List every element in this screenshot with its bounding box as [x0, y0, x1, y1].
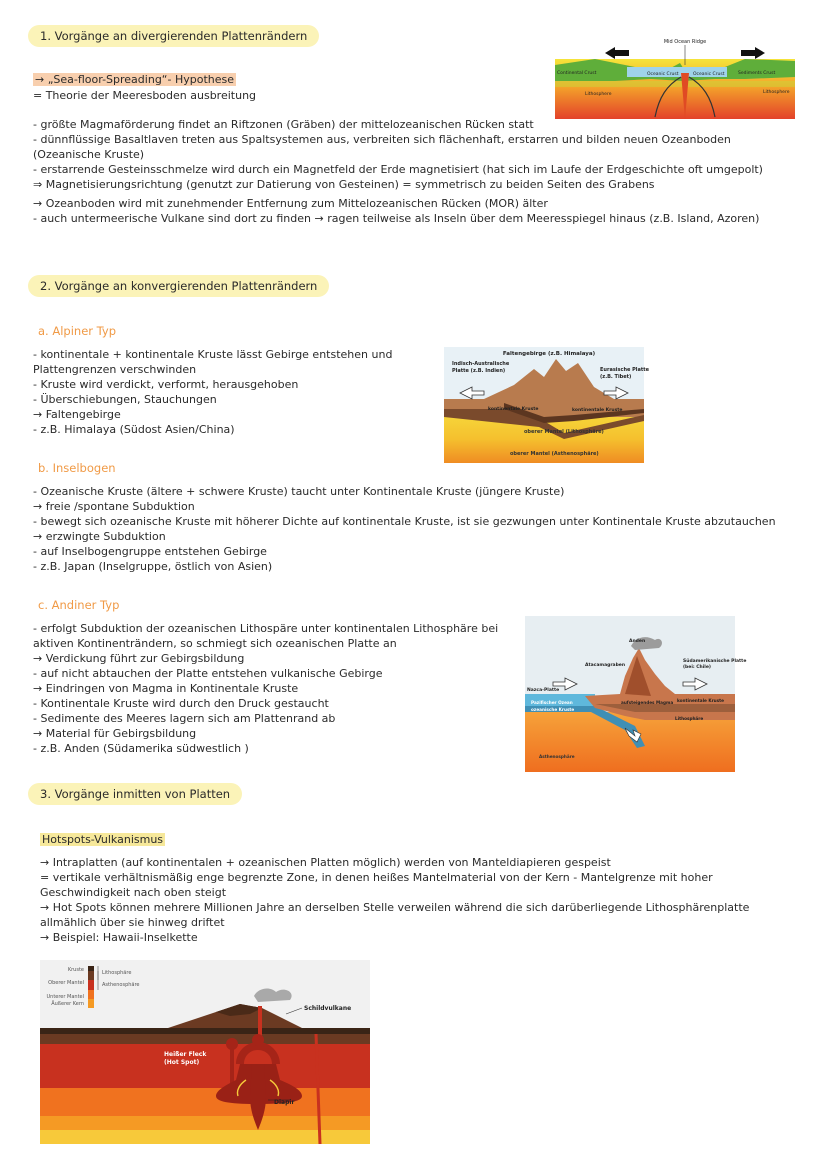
text-line: - dünnflüssige Basaltlaven treten aus Spaltsystemen aus, verbreiten sich flächenhaft, erstarren und bilden neuen Ozeanboden	[33, 133, 731, 146]
diapir-label: Diapir	[274, 1099, 295, 1106]
text-line: Geschwindigkeit nach oben steigt	[40, 886, 227, 899]
south-american-label-2: (bei: Chile)	[683, 665, 711, 670]
lithosphere-label: Lithosphäre	[675, 716, 704, 721]
sediments-label: Sediments Crust	[738, 71, 776, 76]
text-line: → Faltengebirge	[33, 408, 121, 421]
eurasian-plate-label: Eurasische Platte	[600, 367, 650, 373]
indo-plate-label-2: Platte (z.B. Indien)	[452, 368, 506, 374]
legend-crust: Kruste	[67, 967, 84, 973]
text-line: Plattengrenzen verschwinden	[33, 363, 197, 376]
text-line: - erstarrende Gesteinsschmelze wird durch ein Magnetfeld der Erde magnetisiert (hat sich im Laufe der Erdgeschichte oft umgepolt)	[33, 163, 763, 176]
upper-mantle-label: oberer Mantel (Lithosphäre)	[524, 429, 604, 435]
crust-left-label: kontinentale Kruste	[488, 407, 539, 412]
lithosphere-right-label: Lithosphere	[763, 90, 790, 95]
text-line: aktiven Kontinenträndern, so schmiegt sich ozeanischen Platte an	[33, 637, 397, 650]
continental-crust-label: kontinentale Kruste	[677, 698, 724, 703]
text-line: - Kontinentale Kruste wird durch den Druck gestaucht	[33, 697, 329, 710]
text-line: - z.B. Anden (Südamerika südwestlich )	[33, 742, 249, 755]
crust-right-label: kontinentale Kruste	[572, 408, 623, 413]
text-line: = Theorie der Meeresboden ausbreitung	[33, 89, 257, 102]
text-line: - z.B. Japan (Inselgruppe, östlich von Asien)	[33, 560, 273, 573]
oceanic-crust-left-label: Oceanic Crust	[647, 72, 679, 77]
alpine-type-diagram	[444, 347, 650, 463]
andean-type-diagram	[525, 616, 747, 772]
oceanic-crust-right-label: Oceanic Crust	[693, 72, 725, 77]
pacific-label: Pazifischer Ozean	[531, 700, 573, 705]
eurasian-plate-label-2: (z.B. Tibet)	[600, 374, 632, 380]
text-line: → Beispiel: Hawaii-Inselkette	[40, 931, 198, 944]
text-line: → freie /spontane Subduktion	[33, 500, 195, 513]
text-line: - Kruste wird verdickt, verformt, herausgehoben	[33, 378, 299, 391]
lithosphere-left-label: Lithosphere	[585, 92, 612, 97]
legend-lower-mantle: Unterer Mantel	[46, 994, 84, 1000]
nazca-label: Nazca-Platte	[527, 688, 560, 693]
smoke-cloud	[254, 989, 292, 1002]
text-line: - größte Magmaförderung findet an Riftzonen (Gräben) der mittelozeanischen Rücken statt	[33, 118, 534, 131]
text-line: - kontinentale + kontinentale Kruste lässt Gebirge entstehen und	[33, 348, 393, 361]
arrow-right-icon	[741, 47, 765, 59]
legend-lithosphere: Lithosphäre	[102, 970, 132, 976]
hot-spot-label-2: (Hot Spot)	[164, 1059, 200, 1066]
text-line: - erfolgt Subduktion der ozeanischen Lithospäre unter kontinentalen Lithosphäre bei	[33, 622, 499, 635]
text-line: → Material für Gebirgsbildung	[33, 727, 197, 740]
text-line: → Eindringen von Magma in Kontinentale Kruste	[33, 682, 299, 695]
text-line: → Hot Spots können mehrere Millionen Jahre an derselben Stelle verweilen während die sich darüberliegende Lithosphärenplatte	[40, 901, 750, 914]
shield-volcano-label: Schildvulkane	[304, 1005, 352, 1012]
fold-mountains-label: Faltengebirge (z.B. Himalaya)	[502, 351, 596, 357]
text-line: → Verdickung führt zur Gebirgsbildung	[33, 652, 245, 665]
subsection-a-title: a. Alpiner Typ	[38, 324, 117, 338]
ridge-label: Mid Ocean Ridge	[663, 39, 707, 45]
hotspot-subtitle: Hotspots-Vulkanismus	[42, 833, 164, 846]
indo-plate-label: Indisch-Australische	[452, 361, 510, 367]
asthenosphere-label: Asthenosphäre	[539, 754, 575, 759]
legend-outer-core: Äußerer Kern	[51, 1001, 84, 1007]
subsection-b-title: b. Inselbogen	[38, 461, 116, 475]
text-line: - Überschiebungen, Stauchungen	[33, 393, 217, 406]
trench-label: Atacamagraben	[585, 663, 626, 668]
mid-ocean-ridge-diagram	[555, 37, 795, 119]
arrow-left-icon	[605, 47, 629, 59]
text-line: → erzwingte Subduktion	[33, 530, 166, 543]
legend-asthenosphere: Asthenosphäre	[102, 982, 140, 988]
text-line: - z.B. Himalaya (Südost Asien/China)	[33, 423, 235, 436]
legend-upper-mantle: Oberer Mantel	[48, 980, 84, 986]
continental-crust-label: Continental Crust	[557, 71, 597, 76]
text-line: - auf nicht abtauchen der Platte entstehen vulkanische Gebirge	[33, 667, 383, 680]
magma-label: aufsteigendes Magma	[621, 700, 674, 705]
text-line: - auch untermeerische Vulkane sind dort zu finden → ragen teilweise als Inseln über dem Meeresspiegel hinaus (z.B. Island, Azoren)	[33, 212, 760, 225]
hot-spot-label: Heißer Fleck	[164, 1051, 207, 1058]
text-line: allmählich über sie hinweg driftet	[40, 916, 225, 929]
text-line: - bewegt sich ozeanische Kruste mit höherer Dichte auf kontinentale Kruste, ist sie gezwungen unter Kontinentale Kruste abzutauchen	[33, 515, 776, 528]
text-line: (Ozeanische Kruste)	[33, 148, 145, 161]
section-3-title: 3. Vorgänge inmitten von Platten	[28, 783, 242, 805]
text-line: - Sedimente des Meeres lagern sich am Plattenrand ab	[33, 712, 336, 725]
text-line: - Ozeanische Kruste (ältere + schwere Kruste) taucht unter Kontinentale Kruste (jüngere Kruste)	[33, 485, 565, 498]
subsection-c-title: c. Andiner Typ	[38, 598, 120, 612]
text-line: = vertikale verhältnismäßig enge begrenzte Zone, in denen heißes Mantelmaterial von der Kern - Mantelgrenze mit hoher	[40, 871, 713, 884]
lower-mantle-label: oberer Mantel (Asthenosphäre)	[510, 451, 599, 457]
text-line: → Intraplatten (auf kontinentalen + ozeanischen Platten möglich) werden von Manteldiapieren gespeist	[40, 856, 611, 869]
hotspot-diagram	[40, 960, 370, 1144]
text-line: → Ozeanboden wird mit zunehmender Entfernung zum Mittelozeanischen Rücken (MOR) älter	[33, 197, 548, 210]
section-1-title: 1. Vorgänge an divergierenden Plattenrändern	[28, 25, 319, 47]
text-line: ⇒ Magnetisierungsrichtung (genutzt zur Datierung von Gesteinen) = symmetrisch zu beiden Seiten des Grabens	[33, 178, 655, 191]
text-line: - auf Inselbogengruppe entstehen Gebirge	[33, 545, 267, 558]
andes-label: Anden	[629, 639, 646, 644]
oceanic-crust-label: ozeanische Kruste	[531, 707, 575, 712]
section-2-title: 2. Vorgänge an konvergierenden Plattenrändern	[28, 275, 329, 297]
hypothesis-heading: → „Sea-floor-Spreading“- Hypothese	[35, 73, 235, 86]
south-american-label: Südamerikanische Platte	[683, 659, 747, 664]
